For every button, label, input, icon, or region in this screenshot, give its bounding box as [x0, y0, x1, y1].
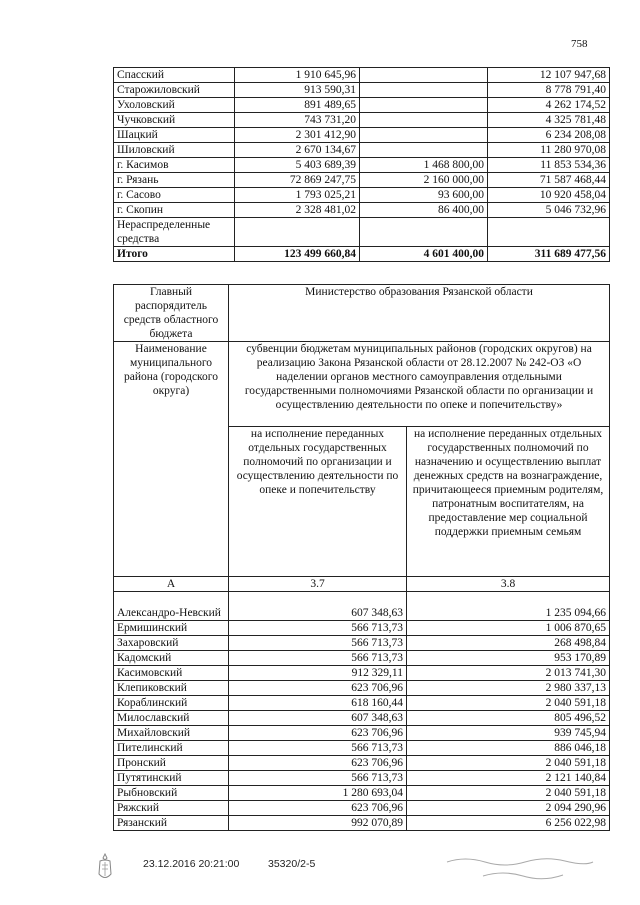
amount-cell: 1 793 025,21 [235, 188, 360, 203]
amount-cell: 93 600,00 [360, 188, 488, 203]
district-name-cell: Пронский [114, 756, 229, 771]
table-row [114, 143, 610, 158]
header-row-subvention [114, 342, 610, 427]
amount-cell: 623 706,96 [229, 681, 407, 696]
amount-cell: 4 262 174,52 [488, 98, 610, 113]
table-row [114, 771, 610, 786]
amount-cell: 8 778 791,40 [488, 83, 610, 98]
table-row [114, 113, 610, 128]
amount-cell [360, 218, 488, 247]
district-name-cell: Ухоловский [114, 98, 235, 113]
amount-cell: 2 040 591,18 [407, 756, 610, 771]
amount-cell: 912 329,11 [229, 666, 407, 681]
table-row [114, 621, 610, 636]
amount-cell: 566 713,73 [229, 636, 407, 651]
district-name-cell: Рыбновский [114, 786, 229, 801]
amount-cell: 71 587 468,44 [488, 173, 610, 188]
district-name-cell: г. Касимов [114, 158, 235, 173]
amount-cell: 566 713,73 [229, 651, 407, 666]
total-label: Итого [114, 247, 235, 262]
amount-cell: 2 013 741,30 [407, 666, 610, 681]
amount-cell: 1 235 094,66 [407, 592, 610, 621]
total-amount-cell: 4 601 400,00 [360, 247, 488, 262]
amount-cell [360, 143, 488, 158]
amount-cell: 891 489,65 [235, 98, 360, 113]
amount-cell: 2 670 134,67 [235, 143, 360, 158]
amount-cell: 2 160 000,00 [360, 173, 488, 188]
amount-cell: 2 121 140,84 [407, 771, 610, 786]
table-row [114, 711, 610, 726]
amount-cell: 2 328 481,02 [235, 203, 360, 218]
table-row [114, 816, 610, 831]
amount-cell: 607 348,63 [229, 592, 407, 621]
table-row [114, 786, 610, 801]
table-row [114, 128, 610, 143]
district-name-cell: Кадомский [114, 651, 229, 666]
table-row [114, 651, 610, 666]
district-name-cell: Рязанский [114, 816, 229, 831]
amount-cell: 618 160,44 [229, 696, 407, 711]
district-name-cell: Касимовский [114, 666, 229, 681]
district-name-cell: Спасский [114, 68, 235, 83]
amount-cell: 623 706,96 [229, 756, 407, 771]
amount-cell: 566 713,73 [229, 771, 407, 786]
amount-cell [360, 83, 488, 98]
district-name-cell: Михайловский [114, 726, 229, 741]
table-row [114, 158, 610, 173]
amount-cell: 11 853 534,36 [488, 158, 610, 173]
amount-cell: 268 498,84 [407, 636, 610, 651]
amount-cell: 2 040 591,18 [407, 786, 610, 801]
amount-cell [360, 98, 488, 113]
footer-datetime: 23.12.2016 20:21:00 [143, 858, 240, 870]
amount-cell: 953 170,89 [407, 651, 610, 666]
page-number: 758 [571, 38, 588, 50]
table-row [114, 666, 610, 681]
total-amount-cell: 311 689 477,56 [488, 247, 610, 262]
footer-doc-code: 35320/2-5 [268, 858, 316, 870]
district-name-cell: Нераспределенные средства [114, 218, 235, 247]
amount-cell: 886 046,18 [407, 741, 610, 756]
allocation-table-education [113, 284, 610, 831]
district-name-cell: г. Сасово [114, 188, 235, 203]
official-publication-stamp [445, 852, 595, 882]
table-row [114, 188, 610, 203]
amount-cell: 1 280 693,04 [229, 786, 407, 801]
amount-cell: 992 070,89 [229, 816, 407, 831]
table-row [114, 741, 610, 756]
table-row [114, 218, 610, 247]
coat-of-arms-emblem [96, 852, 114, 882]
amount-cell: 2 094 290,96 [407, 801, 610, 816]
allocation-table-top [113, 67, 610, 262]
amount-cell [235, 218, 360, 247]
amount-cell: 2 980 337,13 [407, 681, 610, 696]
amount-cell: 1 468 800,00 [360, 158, 488, 173]
district-name-cell: Милославский [114, 711, 229, 726]
subvention-title: субвенции бюджетам муниципальных районов (городских округов) на реализацию Закона Рязанской области от 28.12.2007 № 242-ОЗ «О наделении органов местного самоуправления отдельными государственными полномочиями Рязанской области по организации и осуществлению деятельности по опеке и попечительству» [229, 342, 610, 427]
amount-cell: 12 107 947,68 [488, 68, 610, 83]
district-name-cell: Шиловский [114, 143, 235, 158]
total-row [114, 247, 610, 262]
amount-cell: 623 706,96 [229, 801, 407, 816]
district-name-cell: Ермишинский [114, 621, 229, 636]
amount-cell: 5 403 689,39 [235, 158, 360, 173]
distributor-value: Министерство образования Рязанской области [229, 285, 610, 342]
table-row [114, 592, 610, 621]
column-title-3-7: на исполнение переданных отдельных государственных полномочий по организации и осуществлению деятельности по опеке и попечительству [229, 427, 407, 577]
table-row [114, 173, 610, 188]
district-name-cell: Пителинский [114, 741, 229, 756]
amount-cell [360, 68, 488, 83]
amount-cell: 623 706,96 [229, 726, 407, 741]
amount-cell: 2 040 591,18 [407, 696, 610, 711]
table-row [114, 801, 610, 816]
district-name-cell: г. Рязань [114, 173, 235, 188]
district-name-cell: Шацкий [114, 128, 235, 143]
column-title-3-8: на исполнение переданных отдельных государственных полномочий по назначению и осуществлению выплат денежных средств на вознаграждение, причитающееся приемным родителям, патронатным воспитателям, на предоставление мер социальной поддержки приемным семьям [407, 427, 610, 577]
amount-cell: 566 713,73 [229, 741, 407, 756]
table-row [114, 203, 610, 218]
amount-cell: 913 590,31 [235, 83, 360, 98]
header-row-distributor [114, 285, 610, 342]
table-row [114, 681, 610, 696]
district-label: Наименование муниципального района (городского округа) [114, 342, 229, 577]
amount-cell [360, 113, 488, 128]
district-name-cell: Клепиковский [114, 681, 229, 696]
amount-cell: 6 234 208,08 [488, 128, 610, 143]
column-code-3-8: 3.8 [407, 577, 610, 592]
table-row [114, 696, 610, 711]
header-row-codes [114, 577, 610, 592]
table-row [114, 98, 610, 113]
amount-cell: 939 745,94 [407, 726, 610, 741]
district-name-cell: Ряжский [114, 801, 229, 816]
amount-cell: 805 496,52 [407, 711, 610, 726]
table-row [114, 756, 610, 771]
amount-cell: 1 910 645,96 [235, 68, 360, 83]
amount-cell: 86 400,00 [360, 203, 488, 218]
amount-cell: 11 280 970,08 [488, 143, 610, 158]
column-code-a: А [114, 577, 229, 592]
district-name-cell: г. Скопин [114, 203, 235, 218]
district-name-cell: Путятинский [114, 771, 229, 786]
district-name-cell: Чучковский [114, 113, 235, 128]
amount-cell [488, 218, 610, 247]
amount-cell: 4 325 781,48 [488, 113, 610, 128]
amount-cell: 72 869 247,75 [235, 173, 360, 188]
district-name-cell: Кораблинский [114, 696, 229, 711]
total-amount-cell: 123 499 660,84 [235, 247, 360, 262]
amount-cell: 2 301 412,90 [235, 128, 360, 143]
table-row [114, 726, 610, 741]
district-name-cell: Захаровский [114, 636, 229, 651]
table-row [114, 68, 610, 83]
amount-cell: 1 006 870,65 [407, 621, 610, 636]
amount-cell: 566 713,73 [229, 621, 407, 636]
amount-cell: 743 731,20 [235, 113, 360, 128]
district-name-cell: Старожиловский [114, 83, 235, 98]
district-name-cell: Александро-Невский [114, 592, 229, 621]
amount-cell: 5 046 732,96 [488, 203, 610, 218]
table-row [114, 83, 610, 98]
amount-cell: 6 256 022,98 [407, 816, 610, 831]
table-row [114, 636, 610, 651]
distributor-label: Главный распорядитель средств областного бюджета [114, 285, 229, 342]
amount-cell: 10 920 458,04 [488, 188, 610, 203]
amount-cell: 607 348,63 [229, 711, 407, 726]
amount-cell [360, 128, 488, 143]
column-code-3-7: 3.7 [229, 577, 407, 592]
